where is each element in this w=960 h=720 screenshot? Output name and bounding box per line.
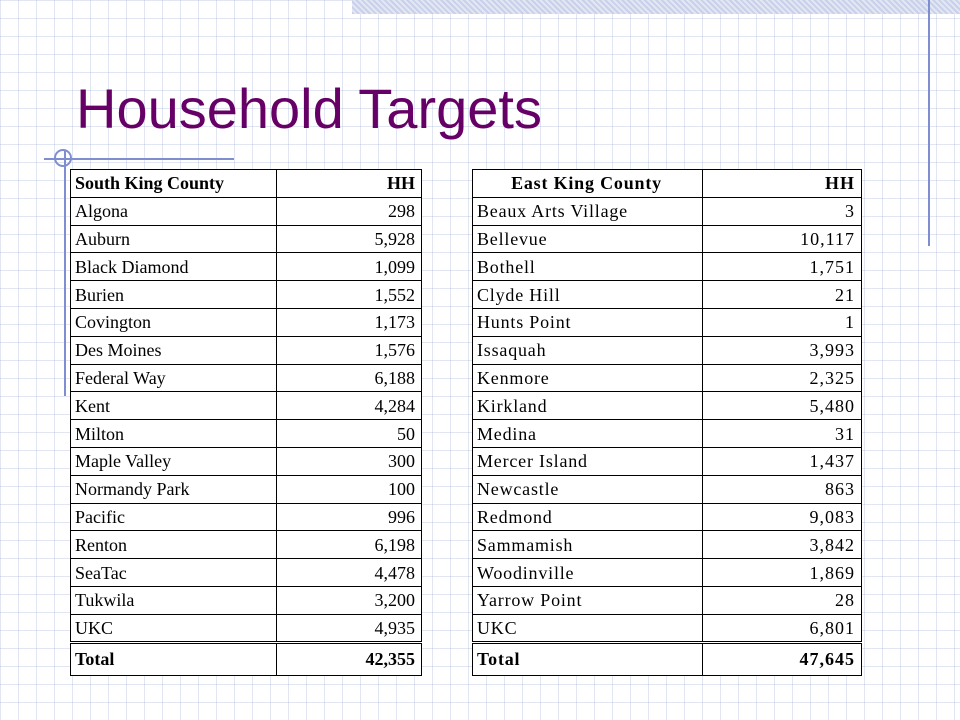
city-name-cell: Auburn bbox=[71, 225, 277, 253]
city-name-cell: SeaTac bbox=[71, 559, 277, 587]
city-name-cell: Hunts Point bbox=[473, 308, 703, 336]
household-count-cell: 4,284 bbox=[277, 392, 422, 420]
table-row bbox=[473, 281, 862, 309]
city-name-cell: Clyde Hill bbox=[473, 281, 703, 309]
household-count-cell: 3 bbox=[703, 197, 862, 225]
table-row bbox=[71, 364, 422, 392]
city-name-cell: Black Diamond bbox=[71, 253, 277, 281]
household-count-cell: 4,935 bbox=[277, 614, 422, 642]
table-row bbox=[473, 225, 862, 253]
table-row bbox=[71, 531, 422, 559]
city-name-cell: Redmond bbox=[473, 503, 703, 531]
table-row bbox=[473, 336, 862, 364]
household-count-cell: 6,801 bbox=[703, 614, 862, 642]
household-count-cell: 298 bbox=[277, 197, 422, 225]
household-count-cell: 21 bbox=[703, 281, 862, 309]
city-name-cell: Renton bbox=[71, 531, 277, 559]
decorative-vertical-line-right bbox=[928, 0, 930, 246]
total-label-cell: Total bbox=[71, 642, 277, 675]
table-row bbox=[473, 614, 862, 642]
header-region-cell: East King County bbox=[473, 170, 703, 198]
table-row bbox=[473, 364, 862, 392]
table-row bbox=[473, 586, 862, 614]
table-row bbox=[71, 336, 422, 364]
city-name-cell: Bellevue bbox=[473, 225, 703, 253]
city-name-cell: UKC bbox=[71, 614, 277, 642]
table-row bbox=[71, 253, 422, 281]
table-row bbox=[473, 531, 862, 559]
decorative-ring-icon bbox=[54, 149, 72, 167]
household-count-cell: 1,552 bbox=[277, 281, 422, 309]
table-row bbox=[71, 225, 422, 253]
city-name-cell: Mercer Island bbox=[473, 447, 703, 475]
total-value-cell: 47,645 bbox=[703, 642, 862, 675]
header-region-cell: South King County bbox=[71, 170, 277, 198]
header-hh-cell: HH bbox=[703, 170, 862, 198]
table-row bbox=[71, 308, 422, 336]
table-row bbox=[473, 392, 862, 420]
household-count-cell: 3,993 bbox=[703, 336, 862, 364]
city-name-cell: Des Moines bbox=[71, 336, 277, 364]
household-count-cell: 50 bbox=[277, 420, 422, 448]
city-name-cell: Federal Way bbox=[71, 364, 277, 392]
table-row bbox=[473, 447, 862, 475]
table-row bbox=[473, 308, 862, 336]
table-row bbox=[473, 559, 862, 587]
city-name-cell: Woodinville bbox=[473, 559, 703, 587]
household-count-cell: 1,751 bbox=[703, 253, 862, 281]
household-count-cell: 31 bbox=[703, 420, 862, 448]
slide-title: Household Targets bbox=[76, 77, 542, 140]
household-count-cell: 1,437 bbox=[703, 447, 862, 475]
household-count-cell: 100 bbox=[277, 475, 422, 503]
city-name-cell: Kirkland bbox=[473, 392, 703, 420]
decorative-vertical-line-left bbox=[64, 150, 66, 396]
household-count-cell: 2,325 bbox=[703, 364, 862, 392]
household-count-cell: 1,869 bbox=[703, 559, 862, 587]
table-row bbox=[473, 420, 862, 448]
household-count-cell: 9,083 bbox=[703, 503, 862, 531]
total-value-cell: 42,355 bbox=[277, 642, 422, 675]
table-row bbox=[473, 475, 862, 503]
city-name-cell: Maple Valley bbox=[71, 447, 277, 475]
household-count-cell: 1 bbox=[703, 308, 862, 336]
household-count-cell: 6,188 bbox=[277, 364, 422, 392]
household-count-cell: 4,478 bbox=[277, 559, 422, 587]
table-row bbox=[71, 420, 422, 448]
table-row bbox=[71, 281, 422, 309]
household-count-cell: 28 bbox=[703, 586, 862, 614]
table-row bbox=[71, 197, 422, 225]
table-row bbox=[71, 614, 422, 642]
household-count-cell: 10,117 bbox=[703, 225, 862, 253]
decorative-top-bar bbox=[352, 0, 960, 14]
table-row bbox=[71, 559, 422, 587]
table-header-row bbox=[473, 170, 862, 198]
city-name-cell: Kent bbox=[71, 392, 277, 420]
city-name-cell: Bothell bbox=[473, 253, 703, 281]
city-name-cell: Medina bbox=[473, 420, 703, 448]
household-count-cell: 863 bbox=[703, 475, 862, 503]
household-count-cell: 1,099 bbox=[277, 253, 422, 281]
city-name-cell: Burien bbox=[71, 281, 277, 309]
household-count-cell: 6,198 bbox=[277, 531, 422, 559]
table-row bbox=[71, 503, 422, 531]
household-count-cell: 3,200 bbox=[277, 586, 422, 614]
city-name-cell: Yarrow Point bbox=[473, 586, 703, 614]
household-count-cell: 300 bbox=[277, 447, 422, 475]
city-name-cell: Issaquah bbox=[473, 336, 703, 364]
household-count-cell: 3,842 bbox=[703, 531, 862, 559]
east-king-county-table bbox=[472, 169, 862, 676]
city-name-cell: Tukwila bbox=[71, 586, 277, 614]
table-row bbox=[473, 253, 862, 281]
household-count-cell: 1,576 bbox=[277, 336, 422, 364]
table-header-row bbox=[71, 170, 422, 198]
city-name-cell: Sammamish bbox=[473, 531, 703, 559]
city-name-cell: Algona bbox=[71, 197, 277, 225]
header-hh-cell: HH bbox=[277, 170, 422, 198]
household-count-cell: 996 bbox=[277, 503, 422, 531]
total-row bbox=[473, 642, 862, 675]
city-name-cell: Milton bbox=[71, 420, 277, 448]
city-name-cell: Newcastle bbox=[473, 475, 703, 503]
city-name-cell: Beaux Arts Village bbox=[473, 197, 703, 225]
city-name-cell: Kenmore bbox=[473, 364, 703, 392]
total-row bbox=[71, 642, 422, 675]
city-name-cell: Pacific bbox=[71, 503, 277, 531]
table-row bbox=[473, 503, 862, 531]
table-row bbox=[71, 475, 422, 503]
city-name-cell: UKC bbox=[473, 614, 703, 642]
total-label-cell: Total bbox=[473, 642, 703, 675]
household-count-cell: 5,928 bbox=[277, 225, 422, 253]
table-row bbox=[473, 197, 862, 225]
table-row bbox=[71, 392, 422, 420]
household-count-cell: 5,480 bbox=[703, 392, 862, 420]
household-count-cell: 1,173 bbox=[277, 308, 422, 336]
table-row bbox=[71, 447, 422, 475]
table-row bbox=[71, 586, 422, 614]
decorative-horizontal-line bbox=[44, 158, 234, 160]
south-king-county-table bbox=[70, 169, 422, 676]
city-name-cell: Covington bbox=[71, 308, 277, 336]
city-name-cell: Normandy Park bbox=[71, 475, 277, 503]
